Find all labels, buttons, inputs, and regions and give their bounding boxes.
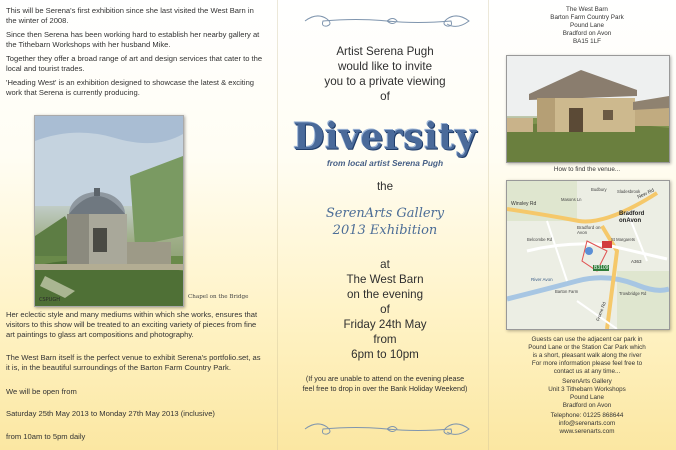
info-line-3: is a short, pleasant walk along the river [532,352,642,359]
map-label-bradford-on-avon: Bradford onAvon [619,211,645,224]
venue-map[interactable] [506,180,670,330]
west-barn-photo [506,55,670,163]
contact-line-4: Bradford on Avon [562,402,612,409]
address-line-3: Pound Lane [570,22,604,29]
detail-venue: The West Barn [346,273,424,286]
gallery-name: SerenArts Gallery [325,206,445,221]
map-label-trowbridge-rd: Trowbridge Rd [619,291,647,296]
barn-illustration [507,56,669,162]
exhibition-title: Diversity [293,116,477,158]
opening-intro: We will be open from [6,387,77,396]
opening-hours: from 10am to 5pm daily [6,432,86,441]
address-line-4: Bradford on Avon [562,30,612,37]
detail-of: of [380,303,390,316]
info-line-1: Guests can use the adjacent car park in [531,336,643,343]
intro-paragraph-1: This will be Serena's first exhibition since she last visited the West Barn in the winter of 2008. [6,6,254,25]
fold-line-right [488,0,489,450]
bottom-scroll-ornament [297,420,477,438]
map-label-winsley-rd: Winsley Rd [511,201,537,207]
opening-dates: Saturday 25th May 2013 to Monday 27th May 2013 (inclusive) [6,409,215,418]
map-label-sladesbrook: Sladesbrook [617,189,641,194]
invite-line-3: you to a private viewing [324,75,446,88]
contact-email: info@serenarts.com [558,420,616,427]
left-panel [0,0,268,450]
contact-line-1: SerenArts Gallery [562,378,612,385]
detail-from: from [373,333,397,346]
contact-line-2: Unit 3 Tithebarn Workshops [548,386,626,393]
contact-website: www.serenarts.com [559,428,615,435]
map-heading: How to find the venue... [553,166,621,173]
fold-line-left [277,0,278,450]
map-label-river-avon: River Avon [531,277,553,282]
invite-line-2: would like to invite [337,60,433,73]
map-label-barton-farm: Barton Farm [555,289,579,294]
map-label-bradford-on-avon-2: Bradford on Avon [577,225,601,235]
map-label-belcombe-rd: Belcombe Rd [527,237,553,242]
detail-evening: on the evening [346,288,424,301]
map-label-new-rd: New Rd [636,187,656,201]
contact-line-3: Pound Lane [570,394,604,401]
map-label-st-margarets: St Margarets [611,237,635,242]
map-label-a363: A363 [631,259,642,264]
middle-panel [290,0,480,450]
detail-time: 6pm to 10pm [351,348,419,361]
exhibition-subtitle: from local artist Serena Pugh [326,158,444,168]
map-label-budbury: Budbury [591,187,607,192]
painting-caption: Chapel on the Bridge [188,294,249,300]
style-paragraph: Her eclectic style and many mediums within which she works, ensures that visitors to this show will be treated to an exciting variety of pieces from fine art paintings to glass art compositions and photography. [6,310,258,339]
address-line-5: BA15 1LF [572,38,601,45]
info-line-2: Pound Lane or the Station Car Park which [528,344,646,351]
contact-telephone: Telephone: 01225 868644 [550,412,624,419]
intro-paragraph-4: 'Heading West' is an exhibition designed to showcase the latest & exciting work that Serena is currently producing. [6,78,255,97]
gallery-exhibition-year: 2013 Exhibition [332,223,438,238]
map-label-masons-ln: Masons Ln [561,197,582,202]
invite-line-1: Artist Serena Pugh [336,45,434,58]
painting-signature: CSPUGH [39,297,60,303]
detail-at: at [380,258,390,271]
the-label: the [376,180,394,193]
chapel-painting [34,115,184,307]
venue-paragraph: The West Barn itself is the perfect venue to exhibit Serena's portfolio.set, as it is, in the beautiful surroundings of the Barton Farm Country Park. [6,353,261,372]
info-line-4: For more information please feel free to [531,360,643,367]
intro-paragraph-2: Since then Serena has been working hard to establish her nearby gallery at the Tithebarn Workshops with her husband Mike. [6,30,260,49]
invite-line-4: of [380,90,390,103]
address-line-1: The West Barn [566,6,608,13]
map-label-b3109: B3109 [594,265,609,271]
intro-paragraph-3: Together they offer a broad range of art and design services that cater to the local and tourist trades. [6,54,263,73]
detail-date: Friday 24th May [343,318,427,331]
bank-holiday-note: (If you are unable to attend on the evening please feel free to drop in over the Bank Holiday Weekend) [302,374,468,393]
info-line-5: contact us at any time... [553,368,621,375]
address-line-2: Barton Farm Country Park [550,14,624,21]
chapel-painting-illustration [35,116,183,306]
map-label-frome-rd: Frome Rd [595,301,607,322]
